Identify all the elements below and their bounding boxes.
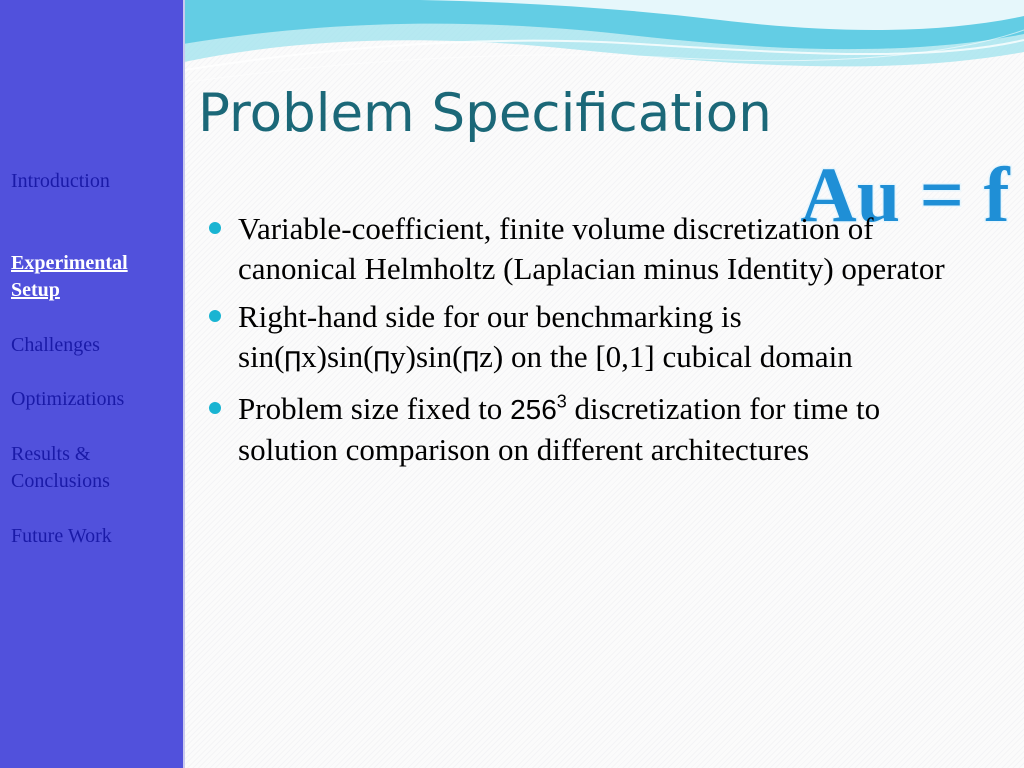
slide-title: Problem Specification [198,83,772,144]
problem-size-exponent: 3 [556,391,567,412]
sidebar-divider [183,0,185,768]
sidebar-item-experimental-setup[interactable]: Experimental Setup [11,252,128,301]
pi-symbol: ∏ [284,348,302,373]
bullet-text: Variable-coefficient, finite volume discretization of canonical Helmholtz (Laplacian minus Identity) operator [238,211,945,286]
bullet-item [206,297,976,381]
bullet-text: Problem size fixed to $256^3$ discretization for time to solution comparison on different architectures [238,391,881,467]
sidebar-nav [11,168,176,550]
bullet-dot-icon [209,310,221,322]
sidebar-item-optimizations[interactable]: Optimizations [11,388,125,410]
equation-text: Au = f [800,151,1010,237]
bullet-dot-icon [209,402,221,414]
bullet-item [206,389,976,470]
sidebar-item-future-work[interactable]: Future Work [11,525,112,547]
pi-symbol: ∏ [373,348,391,373]
bullet-text: Right-hand side for our benchmarking is sin(∏x)sin(∏y)sin(∏z) on the [0,1] cubical domain [238,299,853,374]
bullet-dot-icon [209,222,221,234]
bullet-item [206,209,976,289]
problem-size-base: 256 [510,394,557,425]
pi-symbol: ∏ [462,348,480,373]
bullet-list [206,209,976,478]
sidebar-item-results-conclusions[interactable]: Results & Conclusions [11,443,110,492]
sidebar-item-introduction[interactable]: Introduction [11,170,110,192]
sidebar-item-challenges[interactable]: Challenges [11,334,100,356]
